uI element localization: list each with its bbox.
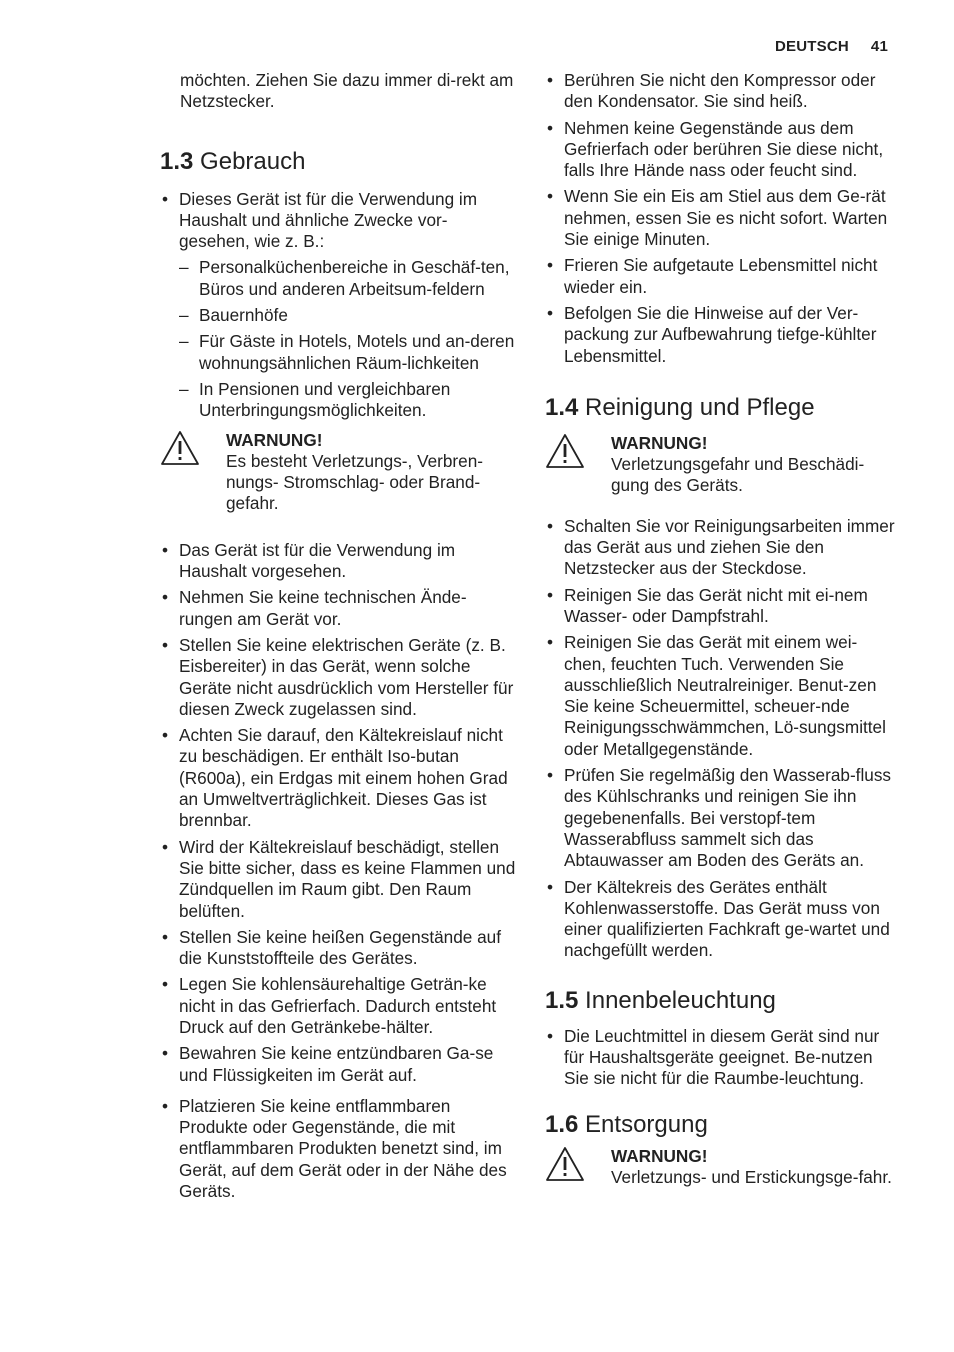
right-column: [545, 70, 897, 1188]
list-item: • Befolgen Sie die Hinweise auf der Ver-packung zur Aufbewahrung tiefge-kühlter Lebensmittel.: [545, 303, 897, 367]
section-heading-1-4: [545, 393, 897, 423]
section-number: 1.4: [545, 393, 579, 421]
bullet-list: [160, 540, 516, 1203]
page-header: [775, 38, 888, 55]
list-item: • Dieses Gerät ist für die Verwendung im Haushalt und ähnliche Zwecke vor-gesehen, wie z. B.: – Personalküchenbereiche in Geschäf-ten, Büros und anderen Arbeitsum-feldern – Bauernhöfe – Für Gäste in Hotels, Motels und an-deren wohnungsähnlichen Räum-lichkeiten – In Pensionen und vergleichbaren Unterbringungsmöglichkeiten.: [160, 189, 516, 422]
warning-title: WARNUNG!: [611, 432, 708, 453]
warning-text: Es besteht Verletzungs-, Verbren-nungs- Stromschlag- oder Brand-gefahr.: [226, 450, 483, 514]
sub-list-item: – Für Gäste in Hotels, Motels und an-deren wohnungsähnlichen Räum-lichkeiten: [179, 331, 516, 374]
header-language: DEUTSCH: [775, 38, 849, 55]
warning-text: Verletzungs- und Erstickungsge-fahr.: [611, 1166, 892, 1187]
page-number: 41: [870, 38, 888, 55]
bullet-list: [160, 189, 516, 422]
list-item: • Stellen Sie keine heißen Gegenstände auf die Kunststoffteile des Gerätes.: [160, 927, 516, 970]
sub-list-item: – In Pensionen und vergleichbaren Unterbringungsmöglichkeiten.: [179, 379, 516, 422]
list-item: • Nehmen Sie keine technischen Ände-rungen am Gerät vor.: [160, 587, 516, 630]
list-item: • Der Kältekreis des Gerätes enthält Kohlenwasserstoffe. Das Gerät muss von einer qualifizierten Fachkraft ge-wartet und nachgefüllt werden.: [545, 877, 897, 962]
warning-box: [545, 1146, 897, 1189]
list-item: • Legen Sie kohlensäurehaltige Geträn-ke nicht in das Gefrierfach. Dadurch entsteht Druck auf den Getränkebe-hälter.: [160, 974, 516, 1038]
section-number: 1.6: [545, 1110, 579, 1138]
list-item: • Wenn Sie ein Eis am Stiel aus dem Ge-rät nehmen, essen Sie es nicht sofort. Warten Sie einige Minuten.: [545, 186, 897, 250]
bullet-list: [545, 70, 897, 367]
warning-text: Verletzungsgefahr und Beschädi-gung des Geräts.: [611, 454, 865, 496]
bullet-list: [545, 1026, 897, 1090]
section-title: Reinigung und Pflege: [585, 393, 815, 421]
list-item: • Die Leuchtmittel in diesem Gerät sind nur für Haushaltsgeräte geeignet. Be-nutzen Sie sie nicht für die Raumbe-leuchtung.: [545, 1026, 897, 1090]
list-item: • Reinigen Sie das Gerät nicht mit ei-nem Wasser- oder Dampfstrahl.: [545, 585, 897, 628]
section-title: Gebrauch: [200, 147, 306, 175]
list-item: • Prüfen Sie regelmäßig den Wasserab-fluss des Kühlschranks und reinigen Sie ihn gegebenenfalls. Bei verstopf-tem Wasserabfluss sammelt sich das Abtauwasser am Boden des Geräts an.: [545, 765, 897, 871]
sub-list: [179, 257, 516, 421]
list-item: • Frieren Sie aufgetaute Lebensmittel nicht wieder ein.: [545, 255, 897, 298]
left-column: [160, 70, 516, 1207]
warning-title: WARNUNG!: [226, 429, 323, 450]
section-number: 1.5: [545, 986, 579, 1014]
list-item: • Reinigen Sie das Gerät mit einem wei-chen, feuchten Tuch. Verwenden Sie ausschließlich Neutralreiniger. Benut-zen Sie keine Scheuermittel, scheuer-nde Reinigungsschwämmchen, Lö-sungsmittel oder Metallgegenstände.: [545, 632, 897, 760]
list-item: • Platzieren Sie keine entflammbaren Produkte oder Gegenstände, die mit entflammbaren Produkten benetzt sind, im Gerät, auf dem Gerät oder in der Nähe des Geräts.: [160, 1096, 516, 1202]
continued-paragraph: möchten. Ziehen Sie dazu immer di-rekt am Netzstecker.: [180, 70, 514, 112]
list-item: • Nehmen keine Gegenstände aus dem Gefrierfach oder berühren Sie diese nicht, falls Ihre Hände nass oder feucht sind.: [545, 118, 897, 182]
list-item: • Das Gerät ist für die Verwendung im Haushalt vorgesehen.: [160, 540, 516, 583]
warning-icon: [160, 430, 226, 466]
list-item: • Achten Sie darauf, den Kältekreislauf nicht zu beschädigen. Er enthält Iso-butan (R600a), ein Erdgas mit einem hohen Grad an Umweltverträglichkeit. Dieses Gas ist brennbar.: [160, 725, 516, 831]
sub-list-item: – Bauernhöfe: [179, 305, 516, 326]
sub-list-item: – Personalküchenbereiche in Geschäf-ten, Büros und anderen Arbeitsum-feldern: [179, 257, 516, 300]
list-item: • Bewahren Sie keine entzündbaren Ga-se und Flüssigkeiten im Gerät auf.: [160, 1043, 516, 1086]
section-heading-1-6: [545, 1110, 897, 1140]
warning-icon: [545, 1146, 611, 1182]
warning-icon: [545, 433, 611, 469]
list-item: • Stellen Sie keine elektrischen Geräte (z. B. Eisbereiter) in das Gerät, wenn solche Geräte nicht ausdrücklich vom Hersteller für diesen Zweck zugelassen sind.: [160, 635, 516, 720]
section-number: 1.3: [160, 147, 194, 175]
warning-title: WARNUNG!: [611, 1145, 708, 1166]
bullet-list: [545, 516, 897, 962]
list-item: • Schalten Sie vor Reinigungsarbeiten immer das Gerät aus und ziehen Sie den Netzstecker aus der Steckdose.: [545, 516, 897, 580]
section-title: Entsorgung: [585, 1110, 708, 1138]
warning-box: [160, 430, 516, 515]
warning-box: [545, 433, 897, 497]
section-title: Innenbeleuchtung: [585, 986, 776, 1014]
list-item: • Berühren Sie nicht den Kompressor oder den Kondensator. Sie sind heiß.: [545, 70, 897, 113]
list-item: • Wird der Kältekreislauf beschädigt, stellen Sie bitte sicher, dass es keine Flammen und Zündquellen im Raum gibt. Den Raum belüften.: [160, 837, 516, 922]
section-heading-1-3: [160, 147, 516, 177]
section-heading-1-5: [545, 986, 897, 1016]
